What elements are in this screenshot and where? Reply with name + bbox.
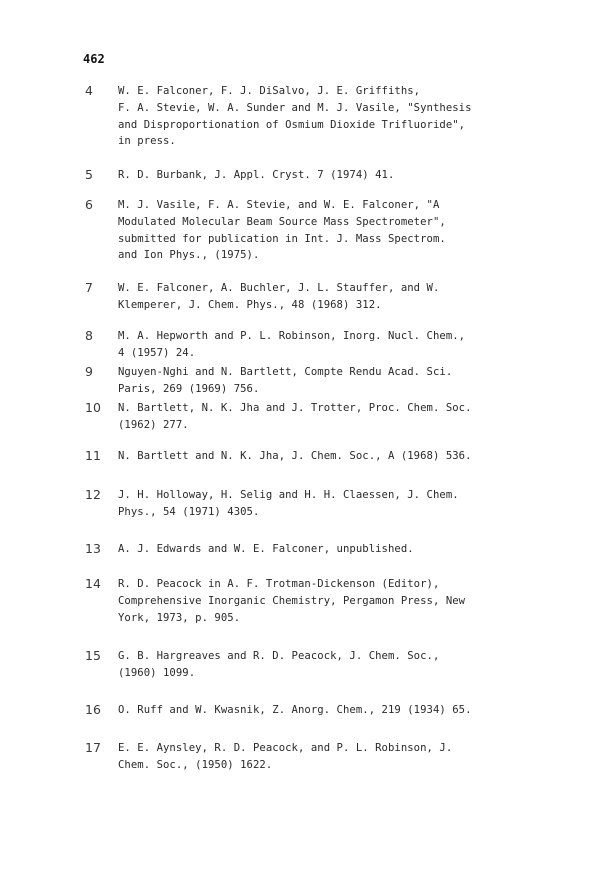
reference-number: 8 <box>85 328 93 343</box>
reference-number: 4 <box>85 83 93 98</box>
reference-line: W. E. Falconer, F. J. DiSalvo, J. E. Griffiths, <box>118 85 421 97</box>
reference-number: 15 <box>85 648 101 663</box>
reference-line: (1960) 1099. <box>118 666 196 679</box>
reference-text <box>118 487 538 521</box>
reference-text <box>118 400 538 434</box>
reference-line: M. J. Vasile, F. A. Stevie, and W. E. Falconer, "A <box>118 199 440 211</box>
reference-line: O. Ruff and W. Kwasnik, Z. Anorg. Chem., 219 (1934) 65. <box>118 704 472 716</box>
reference-line: R. D. Peacock in A. F. Trotman-Dickenson (Editor), <box>118 578 440 590</box>
reference-line: A. J. Edwards and W. E. Falconer, unpublished. <box>118 543 414 555</box>
reference-line: in press. <box>118 135 176 148</box>
reference-line: 4 (1957) 24. <box>118 346 196 359</box>
reference-number: 12 <box>85 487 101 502</box>
reference-line: Modulated Molecular Beam Source Mass Spectrometer", <box>118 215 446 228</box>
reference-line: Phys., 54 (1971) 4305. <box>118 505 260 518</box>
reference-line: M. A. Hepworth and P. L. Robinson, Inorg. Nucl. Chem., <box>118 330 466 342</box>
reference-line: Chem. Soc., (1950) 1622. <box>118 758 273 771</box>
reference-line: F. A. Stevie, W. A. Sunder and M. J. Vasile, "Synthesis <box>118 101 472 114</box>
reference-number: 5 <box>85 167 93 182</box>
reference-number: 7 <box>85 280 93 295</box>
reference-text <box>118 648 538 682</box>
reference-line: J. H. Holloway, H. Selig and H. H. Claessen, J. Chem. <box>118 489 459 501</box>
reference-text <box>118 167 538 184</box>
reference-text <box>118 364 538 398</box>
reference-number: 13 <box>85 541 101 556</box>
reference-number: 10 <box>85 400 101 415</box>
reference-text <box>118 197 538 264</box>
reference-line: (1962) 277. <box>118 418 189 431</box>
reference-number: 16 <box>85 702 101 717</box>
reference-line: N. Bartlett, N. K. Jha and J. Trotter, Proc. Chem. Soc. <box>118 402 472 414</box>
reference-line: York, 1973, p. 905. <box>118 611 241 624</box>
reference-number: 9 <box>85 364 93 379</box>
reference-line: submitted for publication in Int. J. Mass Spectrom. <box>118 232 446 245</box>
reference-text <box>118 541 538 558</box>
reference-line: N. Bartlett and N. K. Jha, J. Chem. Soc., A (1968) 536. <box>118 450 472 462</box>
reference-number: 17 <box>85 740 101 755</box>
reference-number: 14 <box>85 576 101 591</box>
reference-text <box>118 83 538 150</box>
reference-line: Nguyen-Nghi and N. Bartlett, Compte Rendu Acad. Sci. <box>118 366 453 378</box>
reference-line: and Disproportionation of Osmium Dioxide Trifluoride", <box>118 118 466 131</box>
reference-line: R. D. Burbank, J. Appl. Cryst. 7 (1974) 41. <box>118 169 395 181</box>
reference-line: Paris, 269 (1969) 756. <box>118 382 260 395</box>
reference-line: E. E. Aynsley, R. D. Peacock, and P. L. Robinson, J. <box>118 742 453 754</box>
reference-number: 6 <box>85 197 93 212</box>
reference-line: W. E. Falconer, A. Buchler, J. L. Stauffer, and W. <box>118 282 440 294</box>
reference-text <box>118 576 538 626</box>
reference-text <box>118 448 538 465</box>
reference-number: 11 <box>85 448 101 463</box>
reference-line: G. B. Hargreaves and R. D. Peacock, J. Chem. Soc., <box>118 650 440 662</box>
reference-text <box>118 280 538 314</box>
page-number: 462 <box>83 52 105 66</box>
reference-text <box>118 328 538 362</box>
reference-line: and Ion Phys., (1975). <box>118 249 260 262</box>
reference-text <box>118 702 538 719</box>
reference-line: Klemperer, J. Chem. Phys., 48 (1968) 312. <box>118 298 382 311</box>
reference-line: Comprehensive Inorganic Chemistry, Pergamon Press, New <box>118 594 466 607</box>
reference-text <box>118 740 538 774</box>
